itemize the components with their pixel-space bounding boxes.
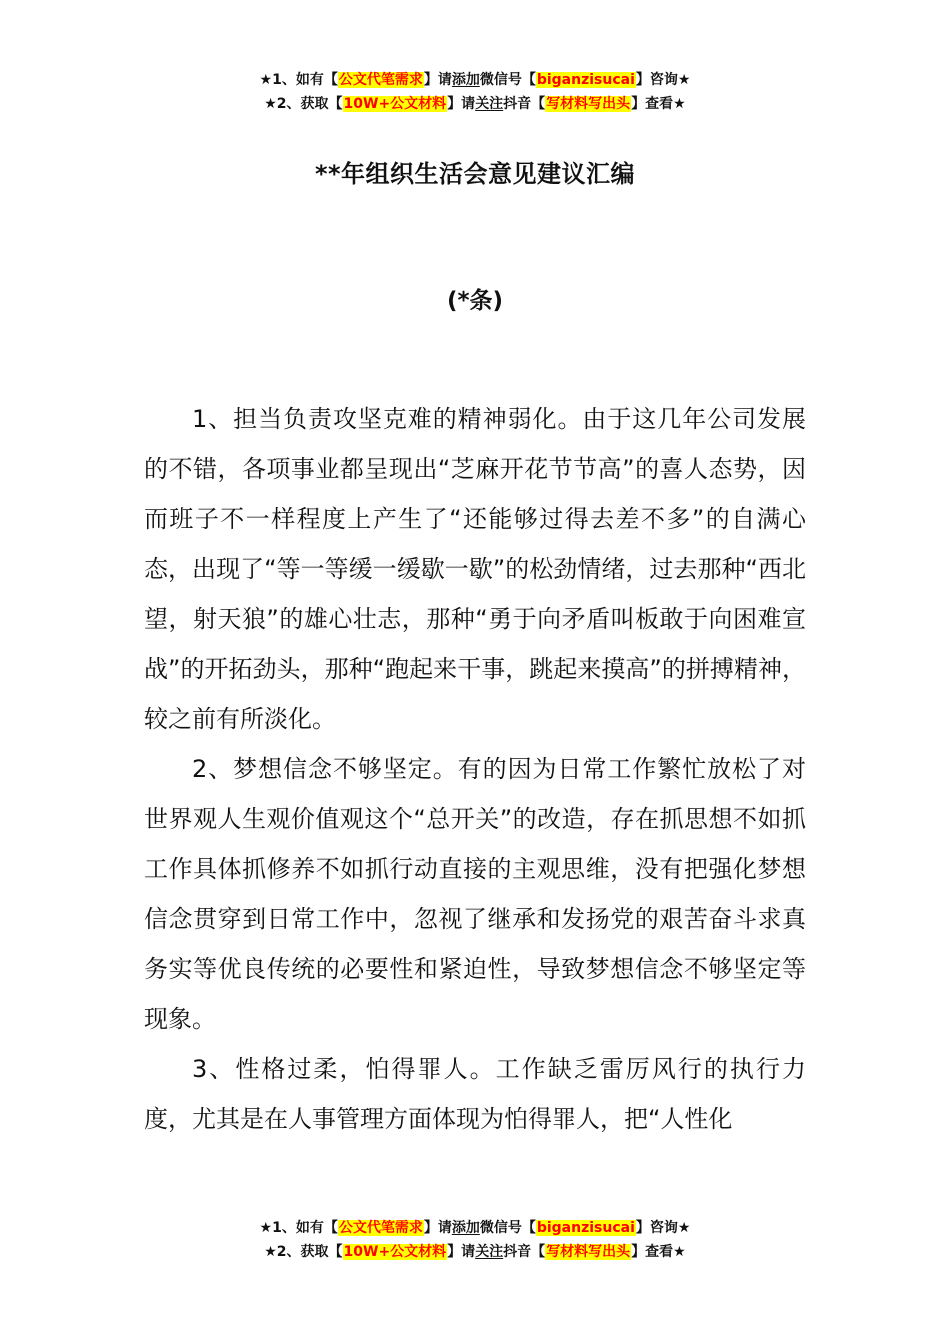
paragraph-3: 3、性格过柔，怕得罪人。工作缺乏雷厉风行的执行力度，尤其是在人事管理方面体现为怕得罪人，把“人性化: [144, 1055, 806, 1133]
highlight-wechat-id: biganzisucai: [536, 72, 635, 88]
promo-line-1: [0, 68, 950, 92]
highlight-material: 10W+公文材料: [343, 96, 447, 112]
document-subtitle: (*条): [446, 288, 504, 314]
promo-text: 】请: [423, 72, 452, 88]
promo-text: ★1、如有【: [259, 72, 338, 88]
underline-follow: 关注: [475, 1244, 504, 1260]
underline-add: 添加: [451, 72, 480, 88]
promo-line-1: [0, 1216, 950, 1240]
promo-text: 】咨询★: [635, 1220, 691, 1236]
promo-text: 抖音【: [503, 96, 546, 112]
promo-text: 】查看★: [631, 1244, 686, 1260]
highlight-service: 公文代笔需求: [338, 1220, 423, 1236]
promo-text: 微信号【: [479, 1220, 536, 1236]
promo-text: 】咨询★: [635, 72, 691, 88]
promo-text: 】请: [447, 96, 476, 112]
highlight-douyin: 写材料写出头: [546, 96, 631, 112]
promo-line-2: [0, 92, 950, 116]
promo-text: 】请: [423, 1220, 452, 1236]
highlight-service: 公文代笔需求: [338, 72, 423, 88]
promo-text: 】请: [447, 1244, 476, 1260]
promo-text: ★1、如有【: [259, 1220, 338, 1236]
underline-follow: 关注: [475, 96, 504, 112]
highlight-material: 10W+公文材料: [343, 1244, 447, 1260]
paragraph-1: 1、担当负责攻坚克难的精神弱化。由于这几年公司发展的不错，各项事业都呈现出“芝麻开花节节高”的喜人态势，因而班子不一样程度上产生了“还能够过得去差不多”的自满心态，出现了“等一等缓一缓歇一歇”的松劲情绪，过去那种“西北望，射天狼”的雄心壮志，那种“勇于向矛盾叫板敢于向困难宣战”的开拓劲头，那种“跑起来干事，跳起来摸高”的拼搏精神，较之前有所淡化。: [144, 405, 806, 733]
promo-text: ★2、获取【: [264, 1244, 343, 1260]
promo-text: 微信号【: [479, 72, 536, 88]
promo-line-2: [0, 1240, 950, 1264]
promo-text: ★2、获取【: [264, 96, 343, 112]
promo-banner-top: [0, 68, 950, 116]
promo-text: 】查看★: [631, 96, 686, 112]
document-title: **年组织生活会意见建议汇编: [314, 160, 636, 188]
paragraph-2: 2、梦想信念不够坚定。有的因为日常工作繁忙放松了对世界观人生观价值观这个“总开关”的改造，存在抓思想不如抓工作具体抓修养不如抓行动直接的主观思维，没有把强化梦想信念贯穿到日常工作中，忽视了继承和发扬党的艰苦奋斗求真务实等优良传统的必要性和紧迫性，导致梦想信念不够坚定等现象。: [144, 755, 806, 1033]
promo-banner-bottom: [0, 1216, 950, 1264]
document-body: [144, 394, 806, 1194]
highlight-wechat-id: biganzisucai: [536, 1220, 635, 1236]
highlight-douyin: 写材料写出头: [546, 1244, 631, 1260]
underline-add: 添加: [451, 1220, 480, 1236]
promo-text: 抖音【: [503, 1244, 546, 1260]
